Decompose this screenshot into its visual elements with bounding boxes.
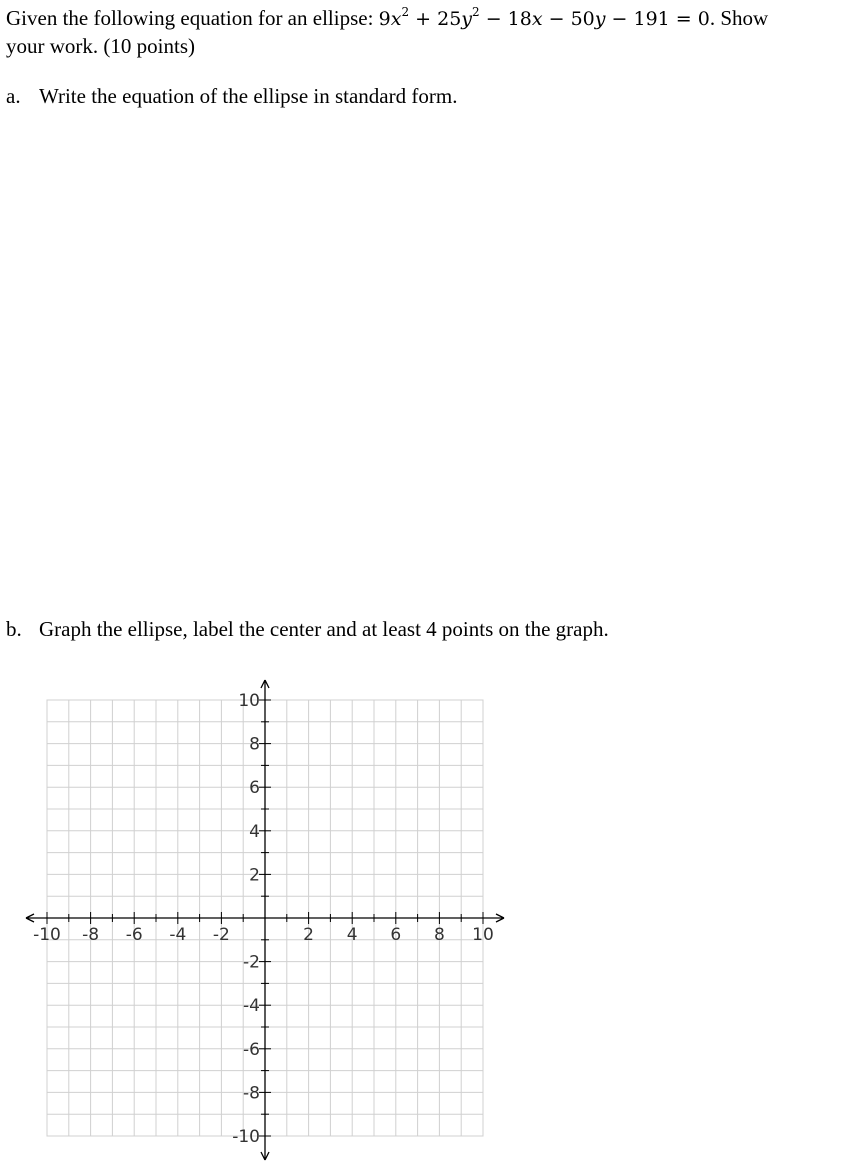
x-tick-label: 6	[390, 925, 402, 945]
part-a-question	[6, 84, 457, 108]
x-tick-label: 10	[472, 925, 494, 945]
problem-intro-prefix: Given the following equation for an ellipse:	[6, 6, 379, 30]
x-tick-label: -8	[82, 925, 100, 945]
x-tick-label: -4	[169, 925, 187, 945]
x-tick-label: -2	[212, 925, 230, 945]
eq-exp2: 2	[472, 5, 480, 19]
eq-term1: 9𝑥	[378, 8, 402, 30]
y-tick-label: -4	[243, 996, 260, 1017]
x-tick-label: -10	[33, 925, 61, 945]
x-tick-label: 2	[303, 925, 315, 945]
y-tick-label: -10	[232, 1127, 260, 1147]
problem-intro-suffix: . Show	[709, 6, 769, 30]
x-tick-label: -6	[125, 925, 143, 945]
part-b-question	[6, 617, 609, 641]
y-tick-label: 4	[249, 821, 260, 842]
x-tick-label: 4	[346, 925, 358, 945]
y-tick-label: 8	[249, 734, 260, 755]
coordinate-grid-svg[interactable]	[0, 670, 540, 1165]
eq-rest: − 18𝑥 − 50𝑦 − 191 = 0	[479, 8, 710, 30]
y-tick-label: 10	[238, 691, 260, 711]
part-b-letter: b.	[6, 617, 22, 641]
eq-exp1: 2	[401, 5, 410, 19]
eq-term2: 25𝑦	[437, 8, 473, 30]
y-tick-label: 6	[249, 778, 260, 799]
part-a-text: Write the equation of the ellipse in standard form.	[39, 84, 458, 108]
eq-op1: +	[409, 8, 438, 30]
x-tick-label: 8	[433, 925, 445, 945]
y-tick-label: -8	[243, 1083, 260, 1104]
y-tick-label: -6	[243, 1039, 260, 1060]
part-b-text: Graph the ellipse, label the center and at least 4 points on the graph.	[39, 617, 609, 641]
problem-statement-line-1	[6, 6, 768, 31]
y-tick-label: -2	[243, 952, 260, 973]
problem-statement-line-2: your work. (10 points)	[6, 34, 195, 58]
y-tick-label: 2	[249, 865, 260, 886]
ellipse-equation	[378, 5, 710, 30]
coordinate-grid[interactable]	[0, 670, 540, 1165]
part-a-letter: a.	[6, 84, 21, 108]
